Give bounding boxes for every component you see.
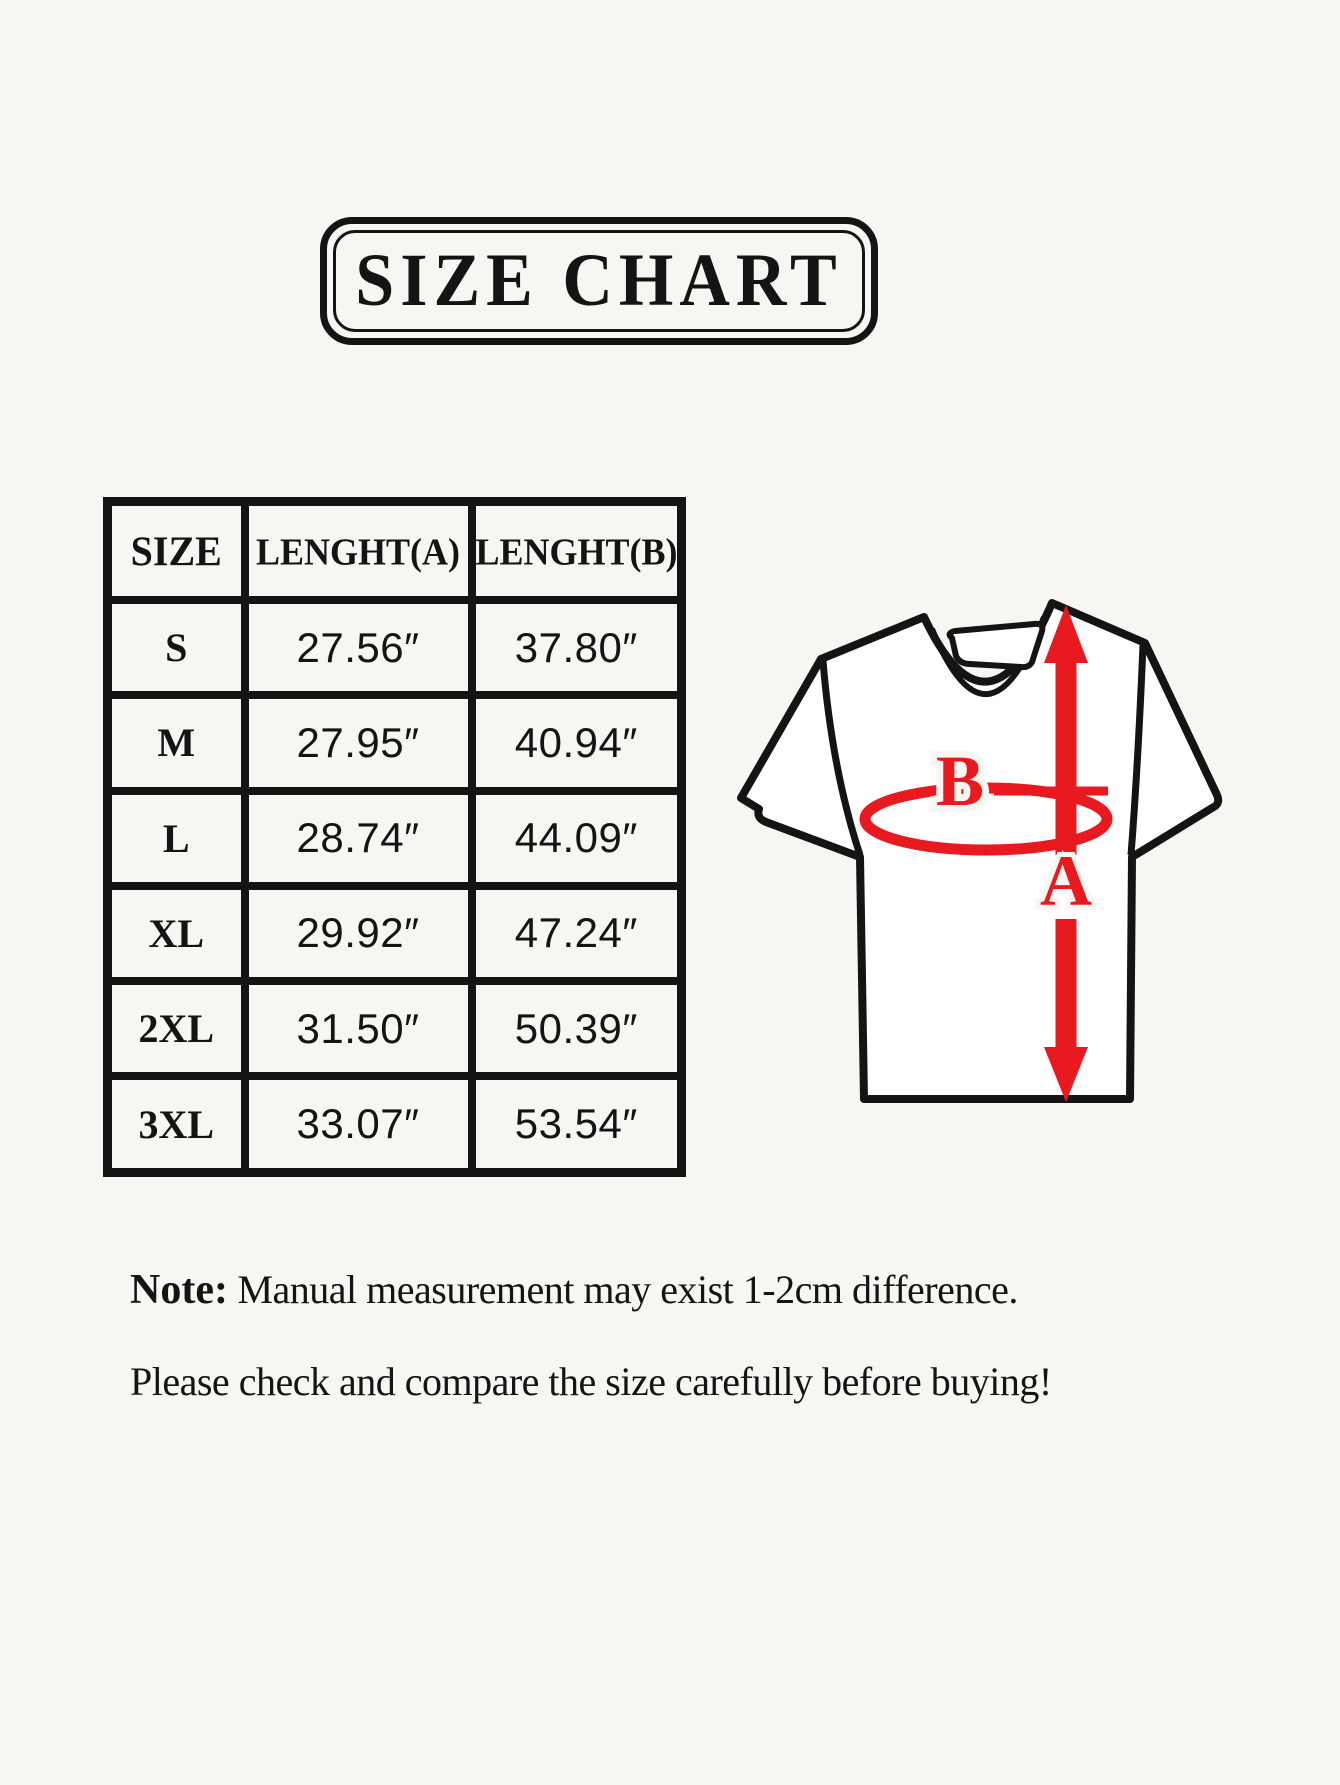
length-b-cell: 53.54″ <box>472 1076 682 1172</box>
length-a-cell: 33.07″ <box>245 1076 472 1172</box>
header-length-b: LENGHT(B) <box>472 499 682 602</box>
size-cell: S <box>108 600 245 695</box>
table-row <box>108 600 682 695</box>
length-b-cell: 37.80″ <box>472 600 682 695</box>
size-table <box>103 497 686 1177</box>
size-chart-title-box <box>320 217 878 345</box>
collar-opening <box>950 624 1043 667</box>
note-line-2 <box>130 1358 1210 1406</box>
length-a-cell: 31.50″ <box>245 981 472 1076</box>
note-block <box>130 1266 1210 1406</box>
length-b-cell: 44.09″ <box>472 791 682 886</box>
length-a-cell: 29.92″ <box>245 886 472 981</box>
table-row <box>108 886 682 981</box>
size-cell: 3XL <box>108 1076 245 1172</box>
title-inner-frame <box>333 230 865 332</box>
table-row <box>108 791 682 886</box>
size-cell: L <box>108 791 245 886</box>
size-cell: M <box>108 695 245 790</box>
length-a-cell: 28.74″ <box>245 791 472 886</box>
size-cell: 2XL <box>108 981 245 1076</box>
table-row <box>108 981 682 1076</box>
table-row <box>108 695 682 790</box>
page-title: SIZE CHART <box>355 238 843 323</box>
header-size: SIZE <box>108 499 245 602</box>
note-line-1-text: Manual measurement may exist 1-2cm difference. <box>237 1267 1018 1312</box>
tshirt-illustration-svg <box>640 525 1260 1125</box>
table-header-row <box>108 502 682 601</box>
tshirt-diagram <box>640 525 1260 1125</box>
length-b-cell: 50.39″ <box>472 981 682 1076</box>
note-line-2-text: Please check and compare the size carefully before buying! <box>130 1359 1052 1404</box>
table-row <box>108 1076 682 1172</box>
length-label-a: A <box>1040 841 1092 921</box>
length-a-cell: 27.56″ <box>245 600 472 695</box>
length-b-cell: 47.24″ <box>472 886 682 981</box>
note-label: Note: <box>130 1267 228 1313</box>
note-line-1 <box>130 1266 1210 1314</box>
chest-label-b: B <box>935 741 985 821</box>
length-b-cell: 40.94″ <box>472 695 682 790</box>
header-length-a: LENGHT(A) <box>245 499 472 602</box>
length-a-cell: 27.95″ <box>245 695 472 790</box>
size-cell: XL <box>108 886 245 981</box>
